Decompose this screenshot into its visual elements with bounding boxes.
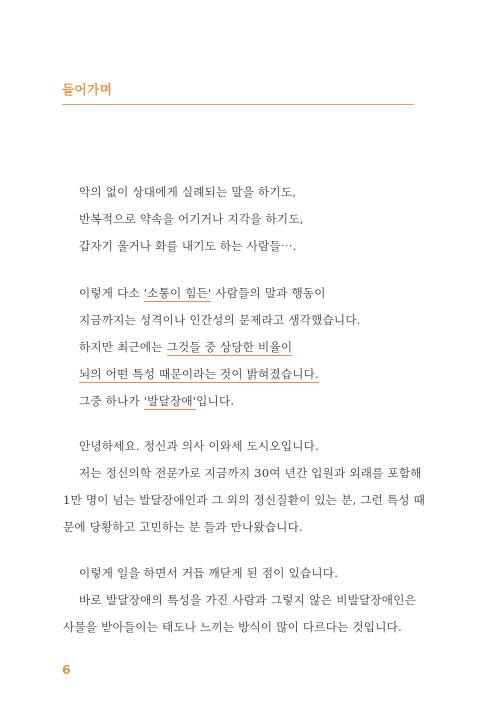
paragraph-2-line-5-before: 그중 하나가 (79, 394, 144, 408)
paragraph-2-line-5 (79, 393, 234, 409)
paragraph-2-line-1-after: 사람들의 말과 행동이 (211, 286, 326, 300)
paragraph-2-line-3 (79, 339, 292, 355)
paragraph-3-line-4: 문에 당황하고 고민하는 분 들과 만나왔습니다. (63, 520, 303, 534)
paragraph-2-line-4 (79, 366, 319, 382)
paragraph-3-line-3: 1만 명이 넘는 발달장애인과 그 외의 정신질환이 있는 분, 그런 특성 때 (63, 493, 425, 507)
paragraph-2-line-1 (79, 285, 326, 301)
chapter-title: 들어가며 (62, 82, 113, 97)
highlight-developmental-disability: '발달장애' (143, 394, 197, 408)
paragraph-4-line-2: 바로 발달장애의 특성을 가진 사람과 그렇지 않은 비발달장애인은 (79, 593, 416, 607)
paragraph-1-line-2: 반복적으로 약속을 어기거나 지각을 하기도, (79, 212, 304, 226)
paragraph-2-line-3-before: 하지만 최근에는 (79, 340, 167, 354)
paragraph-4-line-1: 이렇게 일을 하면서 거듭 깨닫게 된 점이 있습니다. (79, 566, 339, 580)
paragraph-1-line-3: 갑자기 울거나 화를 내기도 하는 사람들⋯. (79, 239, 297, 253)
paragraph-2-line-2: 지금까지는 성격이나 인간성의 문제라고 생각했습니다. (79, 313, 361, 327)
highlight-hard-to-communicate: '소통이 힘든' (143, 286, 212, 300)
paragraph-4-line-3: 사물을 받아들이는 태도나 느끼는 방식이 많이 다르다는 것입니다. (63, 620, 402, 634)
page-number: 6 (62, 662, 71, 677)
header-divider (62, 104, 414, 105)
highlight-significant-ratio: 그것들 중 상당한 비율이 (166, 340, 293, 354)
paragraph-1-line-1: 악의 없이 상대에게 실례되는 말을 하기도, (79, 185, 297, 199)
paragraph-3-line-1: 안녕하세요. 정신과 의사 이와세 도시오입니다. (79, 439, 319, 453)
paragraph-3-line-2: 저는 정신의학 전문가로 지금까지 30여 년간 입원과 외래를 포함해 (79, 466, 422, 480)
paragraph-2-line-1-before: 이렇게 다소 (79, 286, 144, 300)
paragraph-2-line-5-after: 입니다. (196, 394, 235, 408)
highlight-brain-trait: 뇌의 어떤 특성 때문이라는 것이 밝혀졌습니다. (79, 367, 319, 381)
